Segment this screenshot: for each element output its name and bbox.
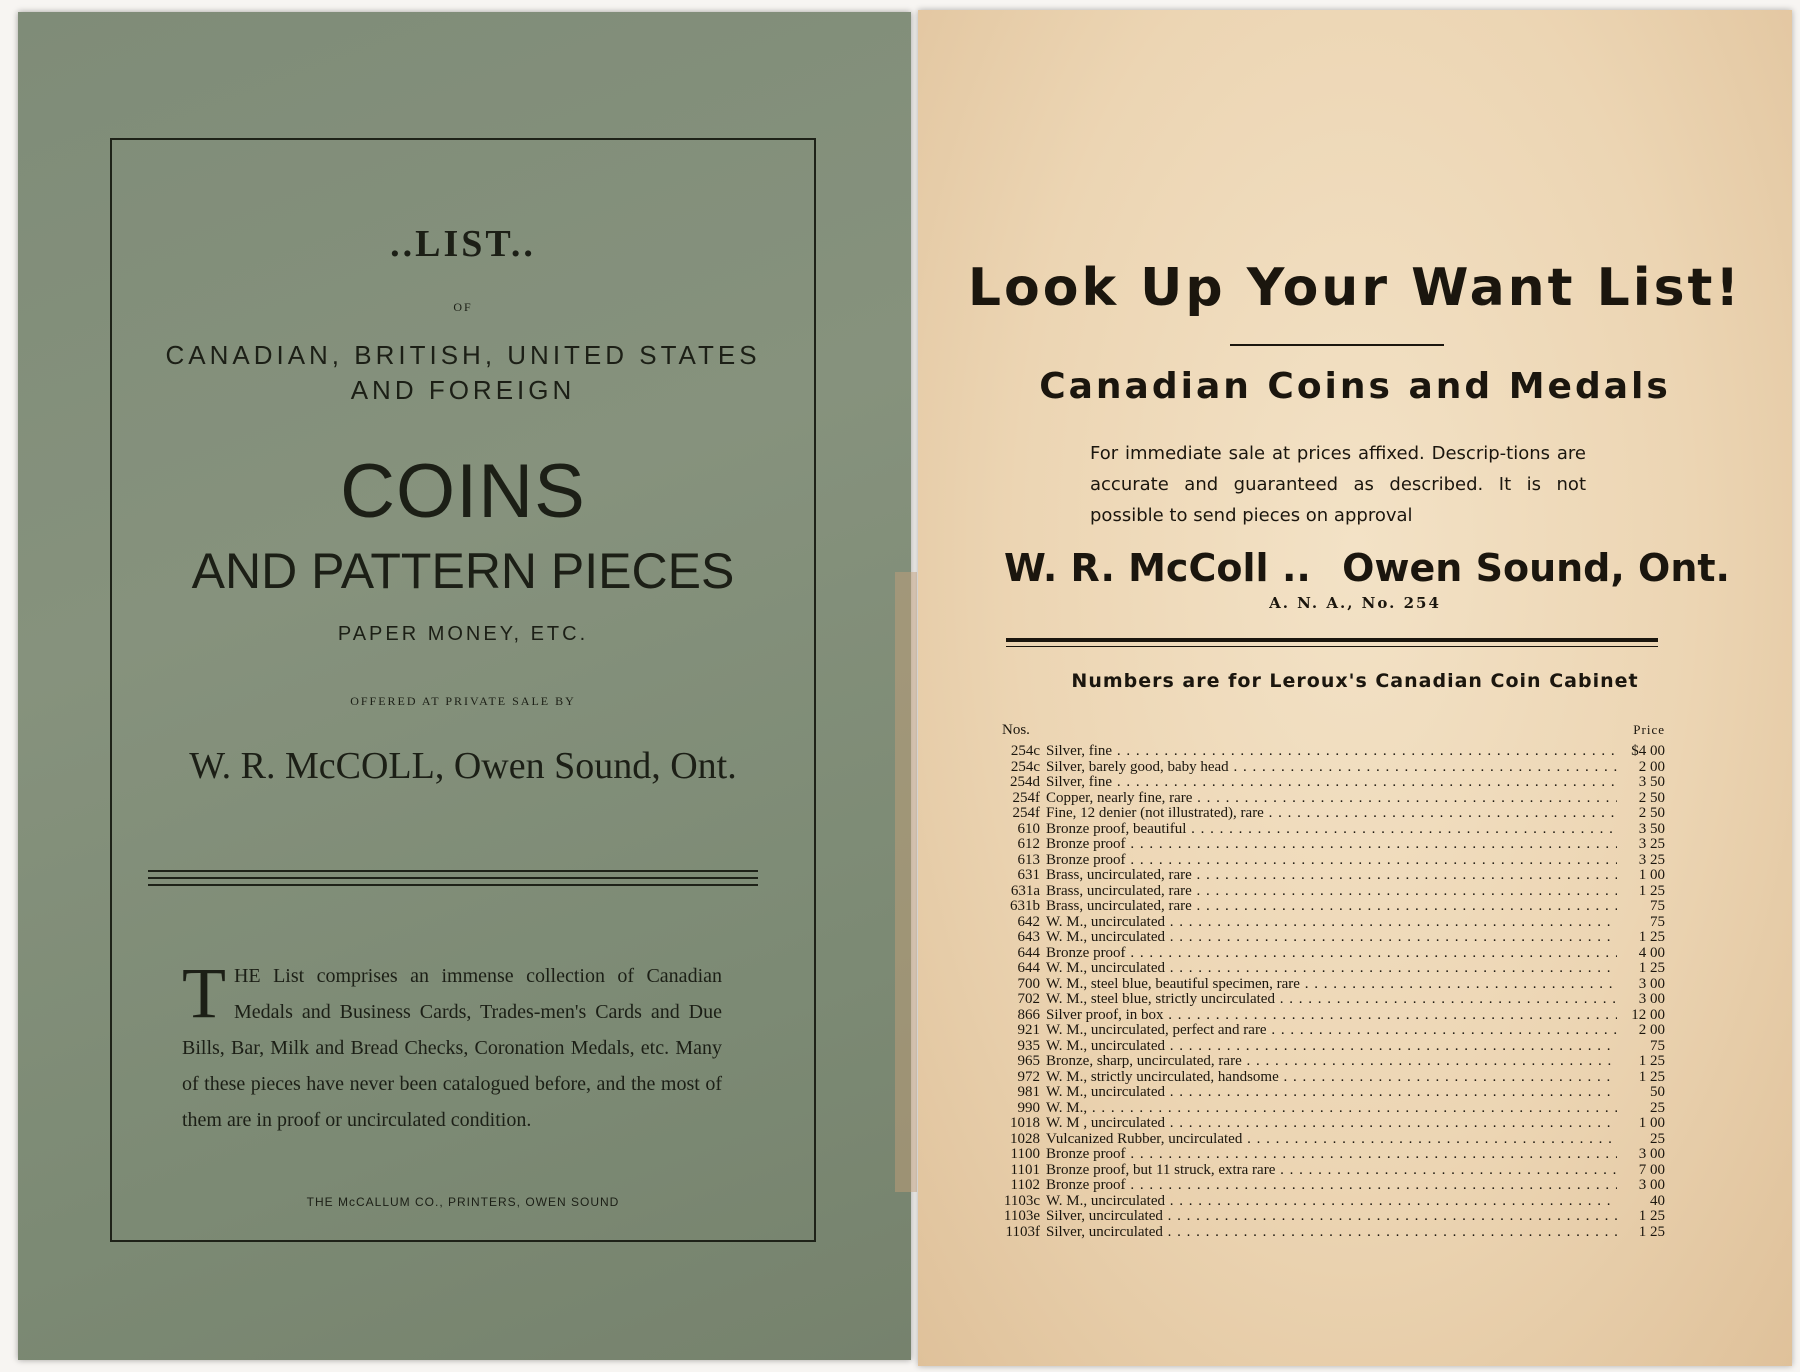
item-price: 75 <box>1650 898 1665 914</box>
item-number: 702 <box>1017 991 1040 1007</box>
list-item <box>1000 930 1665 946</box>
item-description: W. M., uncirculated . . . <box>1046 1085 1617 1101</box>
list-item <box>1000 822 1665 838</box>
item-price: 75 <box>1650 1037 1665 1054</box>
sheet-intro-text: For immediate sale at prices affixed. Descrip-tions are accurate and guaranteed as described. It is not possible to send pieces on approval <box>1090 443 1586 526</box>
item-description: Brass, uncirculated, rare . . . <box>1046 899 1617 915</box>
list-item <box>1000 1054 1665 1070</box>
list-item <box>1000 961 1665 977</box>
cover-description-text: HE List comprises an immense collection of Canadian Medals and Business Cards, Trades-men's Cards and Due Bills, Bar, Milk and Bread Checks, Coronation Medals, etc. Many of these pieces have never been catalogued before, and the most of them are in proof or uncirculated condition. <box>182 965 722 1131</box>
item-number: 1028 <box>1010 1130 1040 1147</box>
item-description: Silver, fine . . . <box>1046 775 1617 791</box>
cover-paper-money-line: PAPER MONEY, ETC. <box>337 623 589 645</box>
list-item <box>1000 853 1665 869</box>
list-item <box>1000 899 1665 915</box>
item-description: Silver, uncirculated . . . <box>1046 1209 1617 1225</box>
item-description: W. M., strictly uncirculated, handsome . . . <box>1046 1070 1617 1086</box>
list-item <box>1000 1070 1665 1086</box>
item-number: 631a <box>1010 882 1040 899</box>
item-number: 1018 <box>1010 1115 1040 1131</box>
column-header-nos: Nos. <box>1002 722 1030 738</box>
item-number: 1103c <box>1003 1192 1040 1209</box>
item-description: Fine, 12 denier (not illustrated), rare . . . <box>1046 806 1617 822</box>
item-description: Bronze proof . . . <box>1046 837 1617 853</box>
dealer-name: W. R. McColl <box>1004 546 1269 590</box>
item-number: 1100 <box>1010 1146 1040 1162</box>
price-list <box>1000 722 1665 1240</box>
item-number: 935 <box>1017 1037 1040 1054</box>
item-price: 75 <box>1650 913 1665 930</box>
item-price: 2 50 <box>1638 805 1665 821</box>
item-price: 3 00 <box>1638 1146 1665 1162</box>
item-number: 613 <box>1017 851 1040 868</box>
list-item <box>1000 946 1665 962</box>
item-number: 1103f <box>1005 1223 1040 1240</box>
item-number: 631b <box>1010 898 1040 914</box>
item-price: 1 00 <box>1638 1115 1665 1131</box>
item-price: 1 25 <box>1638 882 1665 899</box>
item-description: Bronze proof . . . <box>1046 853 1617 869</box>
item-number: 254f <box>1012 789 1040 806</box>
sheet-headline: Look Up Your Want List! <box>967 258 1743 318</box>
item-number: 921 <box>1017 1022 1040 1038</box>
list-item <box>1000 1209 1665 1225</box>
item-description: Bronze proof . . . <box>1046 946 1617 962</box>
item-number: 700 <box>1017 975 1040 992</box>
list-item <box>1000 1178 1665 1194</box>
list-item <box>1000 1085 1665 1101</box>
item-price: 2 00 <box>1638 758 1665 775</box>
list-item <box>1000 992 1665 1008</box>
cover-triple-rule <box>148 870 758 891</box>
item-price: 4 00 <box>1638 944 1665 961</box>
item-number: 972 <box>1017 1068 1040 1085</box>
list-item <box>1000 1116 1665 1132</box>
sheet-thick-rule <box>1006 638 1658 642</box>
list-item <box>1000 775 1665 791</box>
cover-of-label: OF <box>453 300 473 314</box>
item-number: 254d <box>1010 774 1040 790</box>
list-item <box>1000 760 1665 776</box>
item-description: W. M., uncirculated . . . <box>1046 961 1617 977</box>
item-number: 612 <box>1017 836 1040 852</box>
item-description: Brass, uncirculated, rare . . . <box>1046 868 1617 884</box>
list-item <box>1000 977 1665 993</box>
item-number: 981 <box>1017 1084 1040 1100</box>
dealer-separator: .. <box>1282 546 1311 590</box>
item-price: 12 00 <box>1631 1006 1665 1023</box>
sheet-thin-rule <box>1006 646 1658 647</box>
list-item <box>1000 1225 1665 1241</box>
item-description: Bronze proof . . . <box>1046 1178 1617 1194</box>
item-number: 642 <box>1017 913 1040 930</box>
item-description: W. M., steel blue, beautiful specimen, rare . . . <box>1046 977 1617 993</box>
list-item <box>1000 1163 1665 1179</box>
item-price: 1 25 <box>1638 1053 1665 1069</box>
list-item <box>1000 915 1665 931</box>
item-number: 1103e <box>1003 1208 1040 1224</box>
item-description: W. M., uncirculated . . . <box>1046 915 1617 931</box>
item-price: 3 00 <box>1638 1177 1665 1193</box>
item-price: 3 25 <box>1638 851 1665 868</box>
item-number: 254f <box>1012 805 1040 821</box>
item-description: W. M., uncirculated . . . <box>1046 1039 1617 1055</box>
list-item <box>1000 1023 1665 1039</box>
item-description: W. M., uncirculated . . . <box>1046 1194 1617 1210</box>
item-price: 3 00 <box>1638 975 1665 992</box>
item-price: 1 25 <box>1638 929 1665 945</box>
item-number: 643 <box>1017 929 1040 945</box>
list-item <box>1000 1147 1665 1163</box>
item-description: Silver, fine . . . <box>1046 744 1617 760</box>
list-item <box>1000 791 1665 807</box>
item-number: 965 <box>1017 1053 1040 1069</box>
cover-seller-name: W. R. McCOLL, Owen Sound, Ont. <box>189 745 737 787</box>
list-item <box>1000 1039 1665 1055</box>
item-price: 1 25 <box>1638 1223 1665 1240</box>
list-item <box>1000 868 1665 884</box>
price-list-rows <box>1000 744 1665 1240</box>
item-description: Bronze proof, but 11 struck, extra rare . . . <box>1046 1163 1617 1179</box>
item-price: 1 00 <box>1638 867 1665 883</box>
cover-list-title: ..LIST.. <box>390 223 536 265</box>
ana-membership: A. N. A., No. 254 <box>1269 594 1441 612</box>
list-item <box>1000 806 1665 822</box>
list-item <box>1000 744 1665 760</box>
item-description: W. M., steel blue, strictly uncirculated . . . <box>1046 992 1617 1008</box>
column-header-price: Price <box>1633 722 1665 737</box>
item-price: 7 00 <box>1638 1161 1665 1178</box>
item-price: $4 00 <box>1631 743 1665 759</box>
item-number: 644 <box>1017 944 1040 961</box>
cover-pattern-pieces-title: AND PATTERN PIECES <box>191 543 735 599</box>
item-number: 1102 <box>1010 1177 1040 1193</box>
item-description: Silver, barely good, baby head . . . <box>1046 760 1617 776</box>
cover-border-frame <box>110 138 816 1242</box>
item-price: 40 <box>1650 1192 1665 1209</box>
item-description: Silver, uncirculated . . . <box>1046 1225 1617 1241</box>
item-price: 3 25 <box>1638 836 1665 852</box>
list-item <box>1000 837 1665 853</box>
item-number: 631 <box>1017 867 1040 883</box>
item-number: 990 <box>1017 1099 1040 1116</box>
item-number: 866 <box>1017 1006 1040 1023</box>
item-number: 644 <box>1017 960 1040 976</box>
item-price: 3 00 <box>1638 991 1665 1007</box>
price-list-page <box>918 10 1792 1366</box>
item-price: 1 25 <box>1638 1068 1665 1085</box>
item-price: 2 00 <box>1638 1022 1665 1038</box>
item-number: 254c <box>1010 743 1040 759</box>
item-description: Bronze, sharp, uncirculated, rare . . . <box>1046 1054 1617 1070</box>
item-description: W. M., uncirculated . . . <box>1046 930 1617 946</box>
cover-description <box>182 953 722 1138</box>
item-description: Bronze proof, beautiful . . . <box>1046 822 1617 838</box>
item-price: 1 25 <box>1638 1208 1665 1224</box>
item-price: 2 50 <box>1638 789 1665 806</box>
list-item <box>1000 1194 1665 1210</box>
item-price: 3 50 <box>1638 820 1665 837</box>
item-description: Brass, uncirculated, rare . . . <box>1046 884 1617 900</box>
list-item <box>1000 884 1665 900</box>
item-description: W. M., . . . <box>1046 1101 1617 1117</box>
item-description: Vulcanized Rubber, uncirculated . . . <box>1046 1132 1617 1148</box>
list-item <box>1000 1101 1665 1117</box>
item-price: 25 <box>1650 1099 1665 1116</box>
item-description: Copper, nearly fine, rare . . . <box>1046 791 1617 807</box>
price-list-header <box>1000 722 1665 740</box>
cover-printer-imprint: THE McCALLUM CO., PRINTERS, OWEN SOUND <box>306 1195 620 1209</box>
item-price: 50 <box>1650 1084 1665 1100</box>
item-description: Bronze proof . . . <box>1046 1147 1617 1163</box>
dealer-city: Owen Sound, Ont. <box>1342 546 1730 590</box>
cover-origins-line-1: CANADIAN, BRITISH, UNITED STATES <box>165 340 761 370</box>
cover-coins-title: COINS <box>340 449 586 534</box>
catalogue-cover <box>18 12 911 1360</box>
item-price: 1 25 <box>1638 960 1665 976</box>
item-number: 254c <box>1010 758 1040 775</box>
list-item <box>1000 1008 1665 1024</box>
item-number: 610 <box>1017 820 1040 837</box>
numbering-note: Numbers are for Leroux's Canadian Coin Cabinet <box>1071 670 1639 692</box>
cover-drop-cap: T <box>182 953 226 1033</box>
item-number: 1101 <box>1010 1161 1040 1178</box>
item-price: 25 <box>1650 1130 1665 1147</box>
cover-offered-line: OFFERED AT PRIVATE SALE BY <box>350 694 576 708</box>
item-description: Silver proof, in box . . . <box>1046 1008 1617 1024</box>
item-price: 3 50 <box>1638 774 1665 790</box>
list-item <box>1000 1132 1665 1148</box>
item-description: W. M., uncirculated, perfect and rare . . . <box>1046 1023 1617 1039</box>
item-description: W. M , uncirculated . . . <box>1046 1116 1617 1132</box>
sheet-subheadline: Canadian Coins and Medals <box>1039 366 1671 407</box>
cover-origins-line-2: AND FOREIGN <box>350 375 576 405</box>
sheet-short-rule <box>1230 344 1444 346</box>
